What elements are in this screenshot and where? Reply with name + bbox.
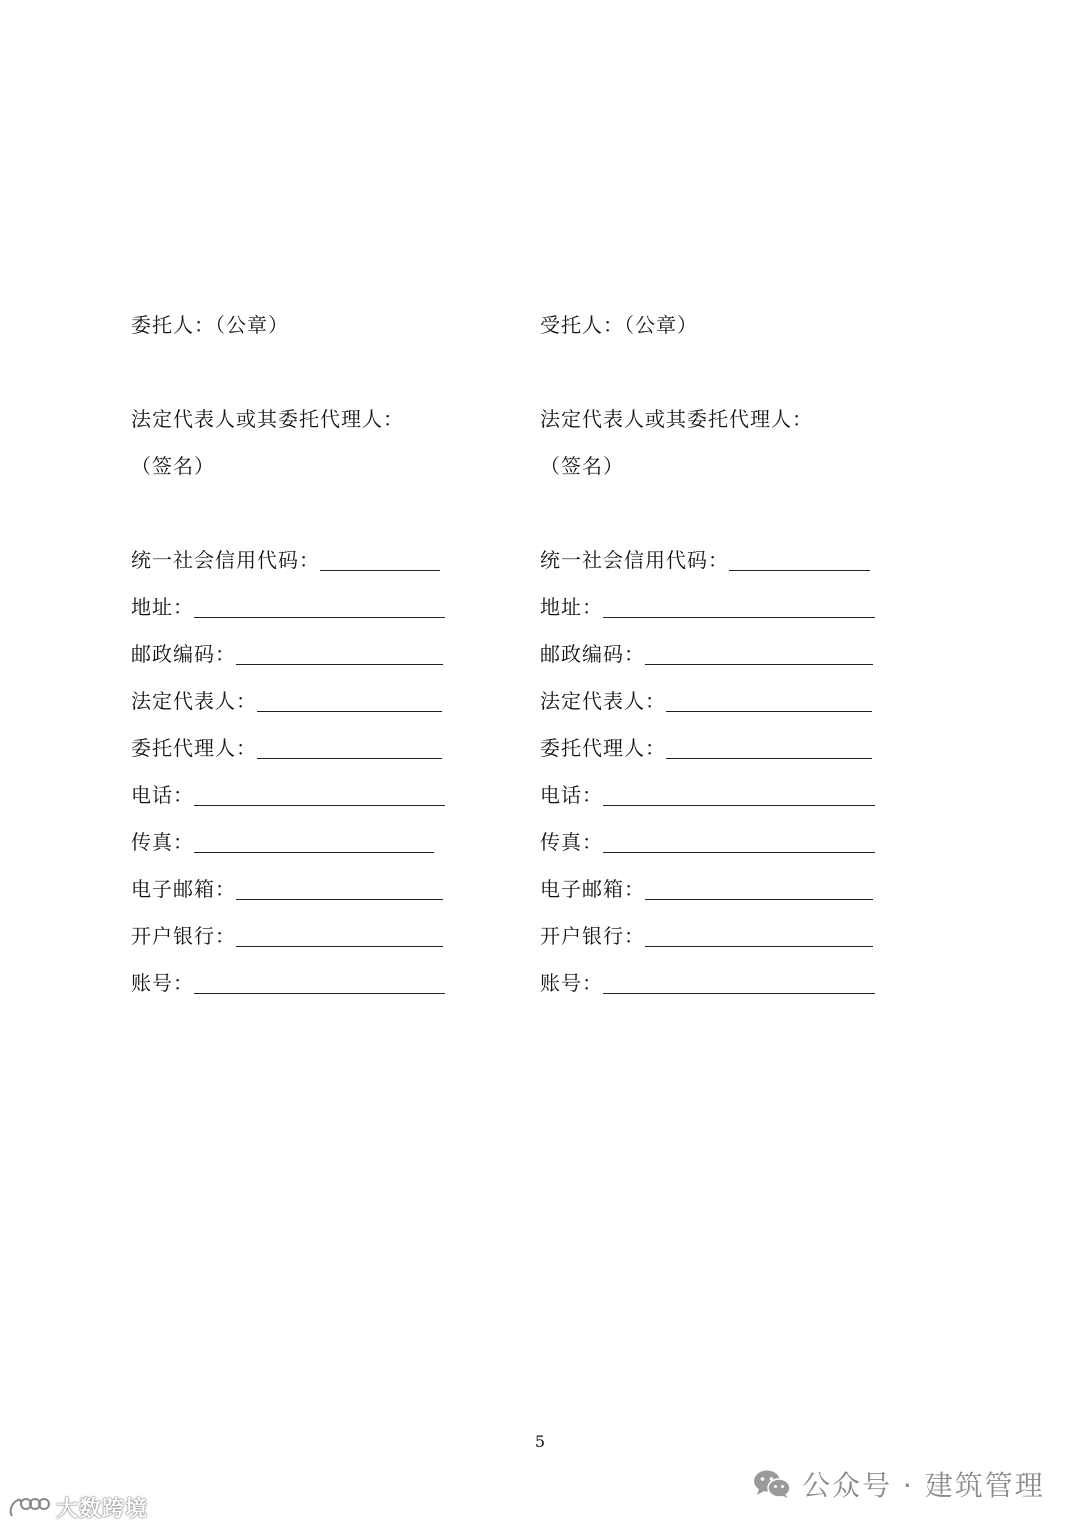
principal-rep: 法定代表人或其委托代理人：	[131, 407, 404, 431]
principal-postcode-field	[131, 640, 443, 668]
field-label: 电子邮箱：	[540, 877, 645, 901]
field-label: 传真：	[131, 830, 194, 854]
agent-credit-code-field	[540, 546, 870, 574]
agent-legal-rep-field	[540, 687, 872, 715]
principal-fax-field	[131, 828, 434, 856]
field-label: 电话：	[131, 783, 194, 807]
fill-blank	[645, 877, 873, 900]
agent-account-field	[540, 969, 875, 997]
field-label: 委托代理人：	[131, 736, 257, 760]
fill-blank	[645, 924, 873, 947]
agent-postcode-field	[540, 640, 873, 668]
fill-blank	[603, 830, 875, 853]
field-label: 账号：	[540, 971, 603, 995]
weibo-watermark-text: 大数跨境	[56, 1496, 149, 1522]
agent-rep: 法定代表人或其委托代理人：	[540, 407, 813, 431]
principal-seal: 委托人：（公章）	[131, 313, 289, 337]
fill-blank	[236, 877, 443, 900]
field-label: 开户银行：	[131, 924, 236, 948]
field-label: 法定代表人：	[540, 689, 666, 713]
field-label: 统一社会信用代码：	[131, 548, 320, 572]
field-label: 开户银行：	[540, 924, 645, 948]
field-label: 账号：	[131, 971, 194, 995]
fill-blank	[194, 595, 445, 618]
fill-blank	[603, 971, 875, 994]
fill-blank	[603, 783, 875, 806]
agent-email-field	[540, 875, 873, 903]
principal-legal-rep-field	[131, 687, 442, 715]
fill-blank	[666, 689, 872, 712]
agent-fax-field	[540, 828, 875, 856]
field-label: 地址：	[540, 595, 603, 619]
fill-blank	[194, 783, 445, 806]
principal-agent-field	[131, 734, 442, 762]
wechat-watermark	[752, 1466, 1045, 1502]
principal-sign: （签名）	[131, 454, 215, 478]
weibo-icon	[8, 1494, 52, 1520]
weibo-watermark	[8, 1492, 148, 1522]
field-label: 电话：	[540, 783, 603, 807]
agent-agent-field	[540, 734, 872, 762]
agent-phone-field	[540, 781, 875, 809]
fill-blank	[257, 736, 442, 759]
principal-bank-field	[131, 922, 443, 950]
fill-blank	[666, 736, 872, 759]
field-label: 邮政编码：	[540, 642, 645, 666]
field-label: 统一社会信用代码：	[540, 548, 729, 572]
principal-account-field	[131, 969, 445, 997]
wechat-icon	[752, 1469, 792, 1499]
fill-blank	[645, 642, 873, 665]
wechat-watermark-text: 公众号 · 建筑管理	[802, 1469, 1045, 1502]
principal-credit-code-field	[131, 546, 440, 574]
field-label: 传真：	[540, 830, 603, 854]
fill-blank	[194, 971, 445, 994]
principal-email-field	[131, 875, 443, 903]
page-number: 5	[534, 1432, 546, 1451]
field-label: 法定代表人：	[131, 689, 257, 713]
field-label: 委托代理人：	[540, 736, 666, 760]
fill-blank	[194, 830, 434, 853]
principal-address-field	[131, 593, 445, 621]
fill-blank	[257, 689, 442, 712]
field-label: 邮政编码：	[131, 642, 236, 666]
agent-seal: 受托人：（公章）	[540, 313, 698, 337]
fill-blank	[320, 548, 440, 571]
fill-blank	[603, 595, 875, 618]
agent-sign: （签名）	[540, 454, 624, 478]
field-label: 地址：	[131, 595, 194, 619]
fill-blank	[236, 642, 443, 665]
agent-address-field	[540, 593, 875, 621]
fill-blank	[236, 924, 443, 947]
principal-phone-field	[131, 781, 445, 809]
fill-blank	[729, 548, 870, 571]
field-label: 电子邮箱：	[131, 877, 236, 901]
agent-bank-field	[540, 922, 873, 950]
